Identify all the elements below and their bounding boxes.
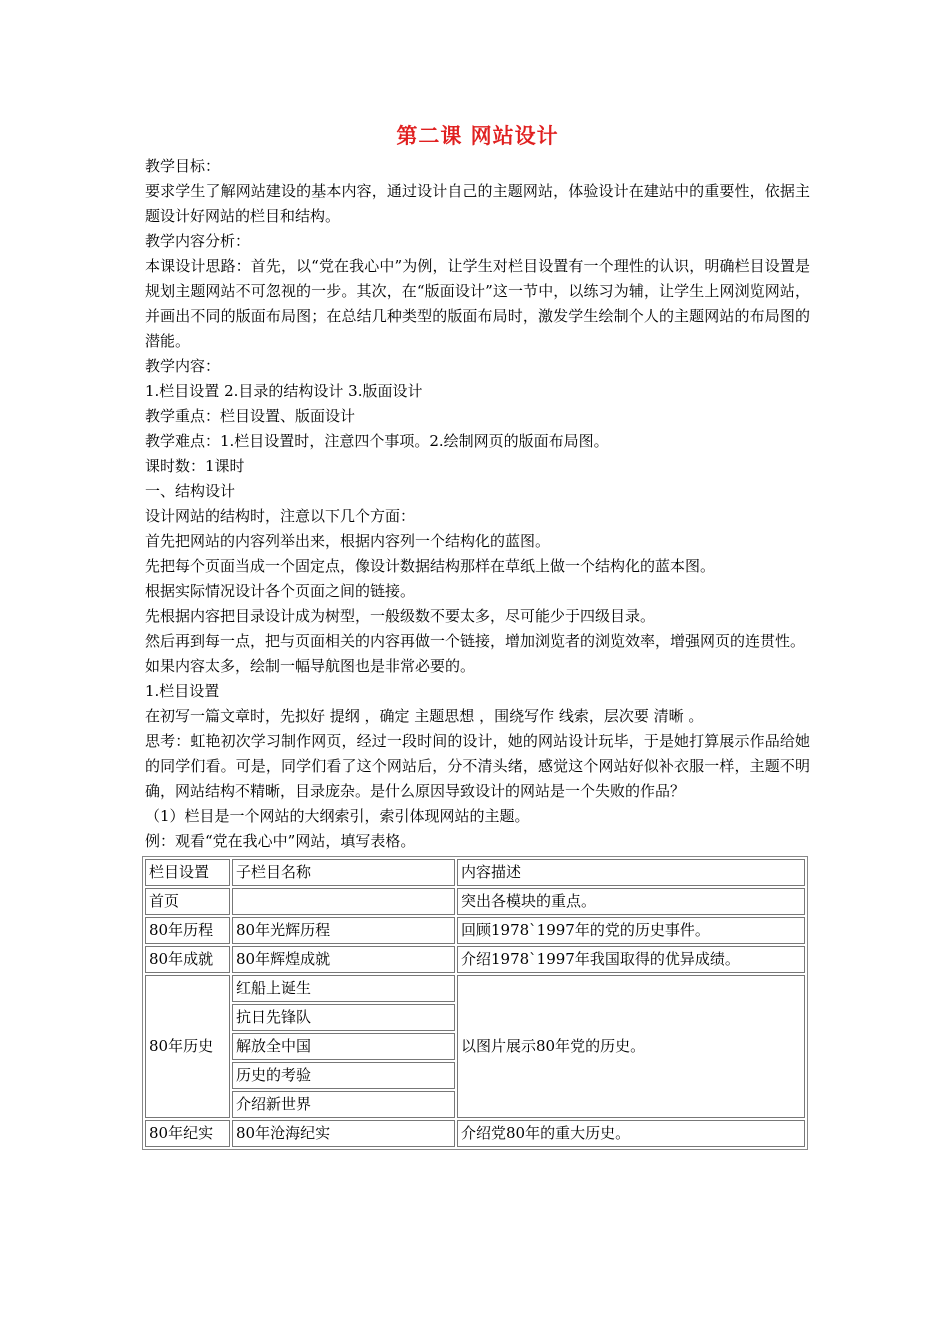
table-cell: 介绍1978`1997年我国取得的优异成绩。	[457, 946, 805, 973]
paragraph: 1.栏目设置 2.目录的结构设计 3.版面设计	[145, 382, 423, 400]
table-cell: 以图片展示80年党的历史。	[457, 975, 805, 1118]
paragraph: 先把每个页面当成一个固定点，像设计数据结构那样在草纸上做一个结构化的蓝本图。	[145, 557, 716, 575]
paragraph: 教学内容：	[145, 357, 221, 375]
table-cell: 突出各模块的重点。	[457, 888, 805, 915]
table-cell: 80年历史	[145, 975, 230, 1118]
table-cell: 首页	[145, 888, 230, 915]
body-text	[145, 154, 810, 854]
paragraph: 教学难点：1.栏目设置时，注意四个事项。2.绘制网页的版面布局图。	[145, 432, 609, 450]
paragraph: 例：观看“党在我心中”网站，填写表格。	[145, 832, 416, 850]
paragraph: 如果内容太多，绘制一幅导航图也是非常必要的。	[145, 657, 476, 675]
paragraph: 教学目标：	[145, 157, 221, 175]
table-row	[145, 975, 805, 1002]
paragraph: 本课设计思路：首先，以“党在我心中”为例，让学生对栏目设置有一个理性的认识，明确栏目设置是规划主题网站不可忽视的一步。其次，在“版面设计”这一节中，以练习为辅，让学生上网浏览网站，并画出不同的版面布局图；在总结几种类型的版面布局时，激发学生绘制个人的主题网站的布局图的潜能。	[145, 257, 810, 350]
table-cell: 80年历程	[145, 917, 230, 944]
paragraph: 根据实际情况设计各个页面之间的链接。	[145, 582, 416, 600]
table-cell: 80年成就	[145, 946, 230, 973]
paragraph: 教学内容分析：	[145, 232, 251, 250]
table-header-cell: 内容描述	[457, 859, 805, 886]
table-cell: 抗日先锋队	[232, 1004, 455, 1031]
table-row	[145, 946, 805, 973]
section-heading: 1.栏目设置	[145, 682, 220, 700]
paragraph: 思考：虹艳初次学习制作网页，经过一段时间的设计，她的网站设计玩毕，于是她打算展示作品给她的同学们看。可是，同学们看了这个网站后，分不清头绪，感觉这个网站好似补衣服一样，主题不明确，网站结构不精晰，目录庞杂。是什么原因导致设计的网站是一个失败的作品？	[145, 732, 810, 800]
section-heading: 一、结构设计	[145, 482, 236, 500]
paragraph: 然后再到每一点，把与页面相关的内容再做一个链接，增加浏览者的浏览效率，增强网页的连贯性。	[145, 632, 806, 650]
paragraph: 先根据内容把目录设计成为树型，一般级数不要太多，尽可能少于四级目录。	[145, 607, 656, 625]
table-row	[145, 888, 805, 915]
table-cell: 历史的考验	[232, 1062, 455, 1089]
table-header-cell: 子栏目名称	[232, 859, 455, 886]
paragraph: 教学重点：栏目设置、版面设计	[145, 407, 356, 425]
document-page	[145, 120, 810, 1150]
table-cell: 介绍党80年的重大历史。	[457, 1120, 805, 1147]
table-header-row	[145, 859, 805, 886]
page-title: 第二课 网站设计	[396, 124, 559, 148]
paragraph: （1）栏目是一个网站的大纲索引，索引体现网站的主题。	[145, 807, 530, 825]
table-header-cell: 栏目设置	[145, 859, 230, 886]
table-cell: 红船上诞生	[232, 975, 455, 1002]
table-row	[145, 917, 805, 944]
column-table	[142, 856, 808, 1150]
table-cell: 80年纪实	[145, 1120, 230, 1147]
table-cell: 解放全中国	[232, 1033, 455, 1060]
paragraph: 要求学生了解网站建设的基本内容，通过设计自己的主题网站，体验设计在建站中的重要性，依据主题设计好网站的栏目和结构。	[145, 182, 810, 225]
paragraph: 首先把网站的内容列举出来，根据内容列一个结构化的蓝图。	[145, 532, 551, 550]
table-cell	[232, 888, 455, 915]
table-cell: 回顾1978`1997年的党的历史事件。	[457, 917, 805, 944]
table-cell: 介绍新世界	[232, 1091, 455, 1118]
paragraph: 课时数：1课时	[145, 457, 245, 475]
table-row	[145, 1120, 805, 1147]
paragraph: 在初写一篇文章时，先拟好 提纲 ，确定 主题思想 ，围绕写作 线索，层次要 清晰 。	[145, 707, 704, 725]
table-cell: 80年辉煌成就	[232, 946, 455, 973]
table-cell: 80年光辉历程	[232, 917, 455, 944]
table-cell: 80年沧海纪实	[232, 1120, 455, 1147]
paragraph: 设计网站的结构时，注意以下几个方面：	[145, 507, 416, 525]
